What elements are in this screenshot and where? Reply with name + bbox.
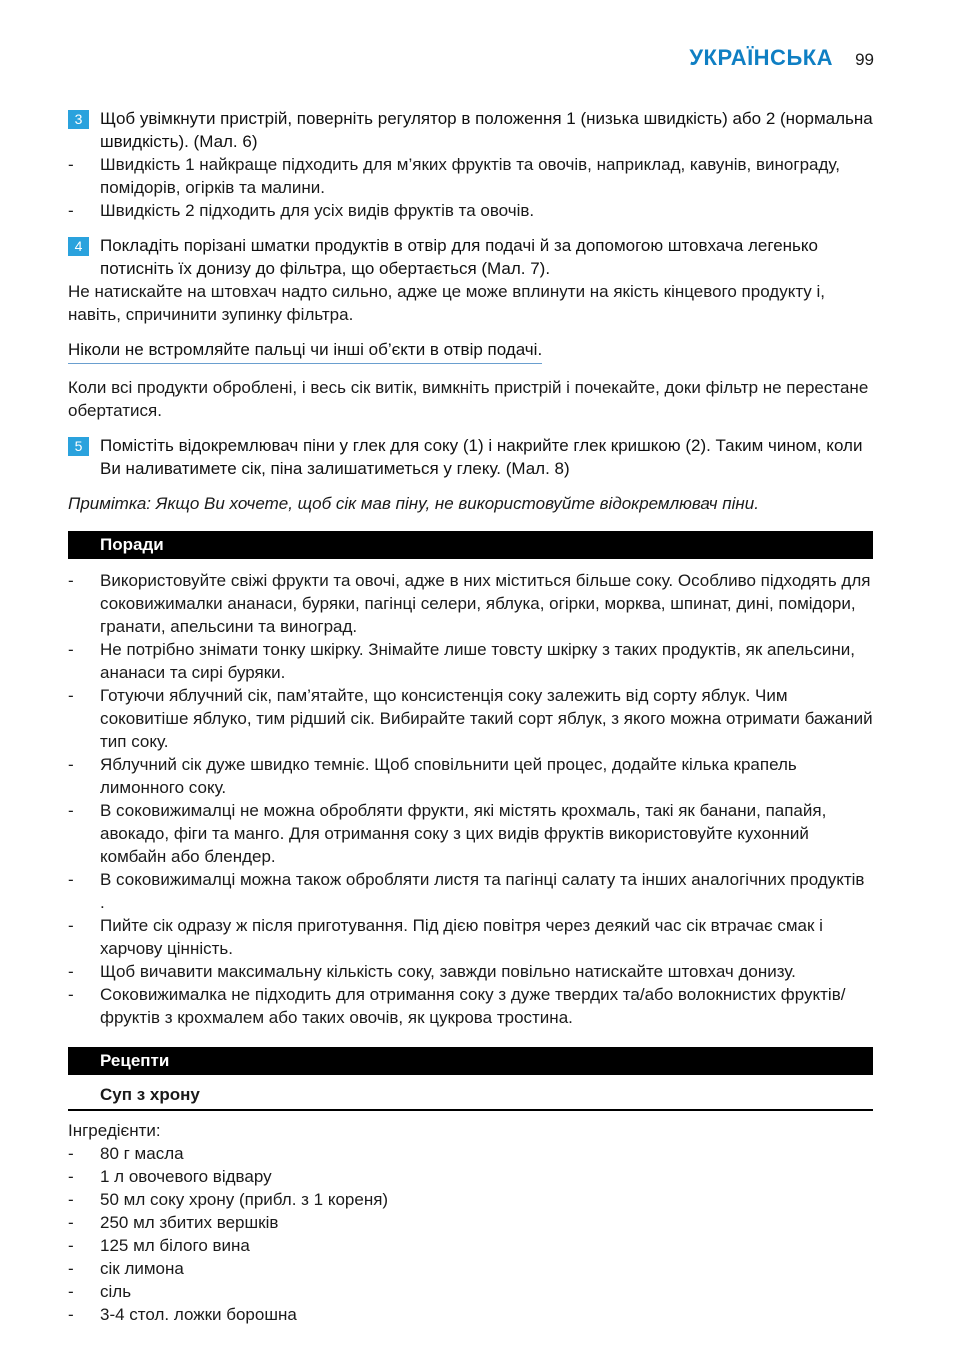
list-item-text: 3-4 стол. ложки борошна: [100, 1305, 297, 1324]
list-item-text: Соковижималка не підходить для отримання соку з дуже твердих та/або волокнистих фруктів/фруктів з крохмалем або таких овочів, як цукрова тростина.: [100, 985, 846, 1027]
list-item: [68, 868, 873, 914]
list-item-text: сіль: [100, 1282, 132, 1301]
dash-bullet: -: [68, 755, 74, 774]
ingredients-list: [68, 1142, 873, 1326]
list-item-text: Щоб вичавити максимальну кількість соку, завжди повільно натискайте штовхач донизу.: [100, 962, 796, 981]
step-text: Помістіть відокремлювач піни у глек для соку (1) і накрийте глек кришкою (2). Таким чином, коли Ви наливатимете сік, піна залишатиметься у глеку. (Мал. 8): [100, 436, 863, 478]
step-number-badge: 3: [68, 110, 89, 129]
note-text: Примітка: Якщо Ви хочете, щоб сік мав піну, не використовуйте відокремлювач піни.: [68, 494, 759, 513]
dash-bullet: -: [68, 201, 74, 220]
list-item-text: Використовуйте свіжі фрукти та овочі, адже в них міститься більше соку. Особливо підходять для соковижималки ананаси, буряки, пагінці селери, яблука, огірки, морква, шпинат, дині, помідори, гранати, апельсини та виноград.: [100, 571, 871, 636]
dash-bullet: -: [68, 985, 74, 1004]
list-item-text: 50 мл соку хрону (прибл. з 1 кореня): [100, 1190, 389, 1209]
list-item-text: 80 г масла: [100, 1144, 184, 1163]
list-item: [68, 1142, 873, 1165]
language-title: УКРАЇНСЬКА: [689, 45, 834, 70]
step-number-badge: 4: [68, 237, 89, 256]
dash-bullet: -: [68, 1282, 74, 1301]
list-item-text: Готуючи яблучний сік, пам’ятайте, що консистенція соку залежить від сорту яблук. Чим соковитіше яблуко, тим рідший сік. Вибирайте такий сорт яблук, з якого можна отримати бажаний тип соку.: [100, 686, 873, 751]
dash-bullet: -: [68, 801, 74, 820]
page-number: 99: [855, 50, 874, 69]
recipe-title: Суп з хрону: [68, 1081, 873, 1111]
list-item-text: сік лимона: [100, 1259, 184, 1278]
paragraph-done: Коли всі продукти оброблені, і весь сік витік, вимкніть пристрій і почекайте, доки фільтр не перестане обертатися.: [68, 378, 869, 420]
list-item-text: Пийте сік одразу ж після приготування. Під дією повітря через деякий час сік втрачає смак і харчову цінність.: [100, 916, 823, 958]
page-content: [68, 107, 873, 1326]
list-item: [68, 753, 873, 799]
dash-bullet: -: [68, 1305, 74, 1324]
step-text: Покладіть порізані шматки продуктів в отвір для подачі й за допомогою штовхача легенько потисніть їх донизу до фільтра, що обертається (Мал. 7).: [100, 236, 818, 278]
dash-bullet: -: [68, 1167, 74, 1186]
warning-line: [68, 338, 873, 364]
dash-bullet: -: [68, 962, 74, 981]
list-item: [68, 799, 873, 868]
list-item: [68, 153, 873, 199]
list-item: [68, 960, 873, 983]
dash-bullet: -: [68, 1213, 74, 1232]
tips-list: [68, 569, 873, 1029]
list-item: [68, 684, 873, 753]
dash-bullet: -: [68, 870, 74, 889]
step-number-badge: 5: [68, 437, 89, 456]
list-item: [68, 1211, 873, 1234]
dash-bullet: -: [68, 916, 74, 935]
step-3: [68, 107, 873, 153]
list-item-text: Яблучний сік дуже швидко темніє. Щоб сповільнити цей процес, додайте кілька крапель лимонного соку.: [100, 755, 797, 797]
dash-bullet: -: [68, 1236, 74, 1255]
step-4: [68, 234, 873, 280]
dash-bullet: -: [68, 1259, 74, 1278]
step-5: [68, 434, 873, 480]
dash-bullet: -: [68, 571, 74, 590]
list-item-text: Швидкість 1 найкраще підходить для м’яких фруктів та овочів, наприклад, кавунів, винограду, помідорів, огірків та малини.: [100, 155, 840, 197]
warning-text: Ніколи не встромляйте пальці чи інші об’єкти в отвір подачі.: [68, 338, 542, 364]
list-item: [68, 914, 873, 960]
page-header: [689, 46, 874, 71]
section-header-recipes: Рецепти: [68, 1047, 873, 1075]
list-item-text: 1 л овочевого відвару: [100, 1167, 272, 1186]
dash-bullet: -: [68, 1144, 74, 1163]
dash-bullet: -: [68, 1190, 74, 1209]
list-item: [68, 1234, 873, 1257]
paragraph-press-warning: Не натискайте на штовхач надто сильно, адже це може вплинути на якість кінцевого продукту і, навіть, спричинити зупинку фільтра.: [68, 282, 826, 324]
step-text: Щоб увімкнути пристрій, поверніть регулятор в положення 1 (низька швидкість) або 2 (нормальна швидкість). (Мал. 6): [100, 109, 873, 151]
list-item: [68, 1165, 873, 1188]
list-item: [68, 1188, 873, 1211]
list-item: [68, 569, 873, 638]
list-item-text: Швидкість 2 підходить для усіх видів фруктів та овочів.: [100, 201, 535, 220]
dash-bullet: -: [68, 686, 74, 705]
list-item-text: 250 мл збитих вершків: [100, 1213, 279, 1232]
list-item: [68, 638, 873, 684]
dash-bullet: -: [68, 155, 74, 174]
list-item: [68, 983, 873, 1029]
list-item-text: Не потрібно знімати тонку шкірку. Знімайте лише товсту шкірку з таких продуктів, як апельсини, ананаси та сирі буряки.: [100, 640, 855, 682]
list-item-text: 125 мл білого вина: [100, 1236, 250, 1255]
list-item: [68, 199, 873, 222]
dash-bullet: -: [68, 640, 74, 659]
list-item: [68, 1303, 873, 1326]
list-item: [68, 1280, 873, 1303]
list-item-text: В соковижималці не можна обробляти фрукти, які містять крохмаль, такі як банани, папайя, авокадо, фіги та манго. Для отримання соку з цих видів фруктів використовуйте кухонний комбайн або блендер.: [100, 801, 827, 866]
ingredients-label: Інгредієнти:: [68, 1121, 161, 1140]
list-item-text: В соковижималці можна також обробляти листя та пагінці салату та інших аналогічних продуктів .: [100, 870, 865, 912]
section-header-tips: Поради: [68, 531, 873, 559]
list-item: [68, 1257, 873, 1280]
